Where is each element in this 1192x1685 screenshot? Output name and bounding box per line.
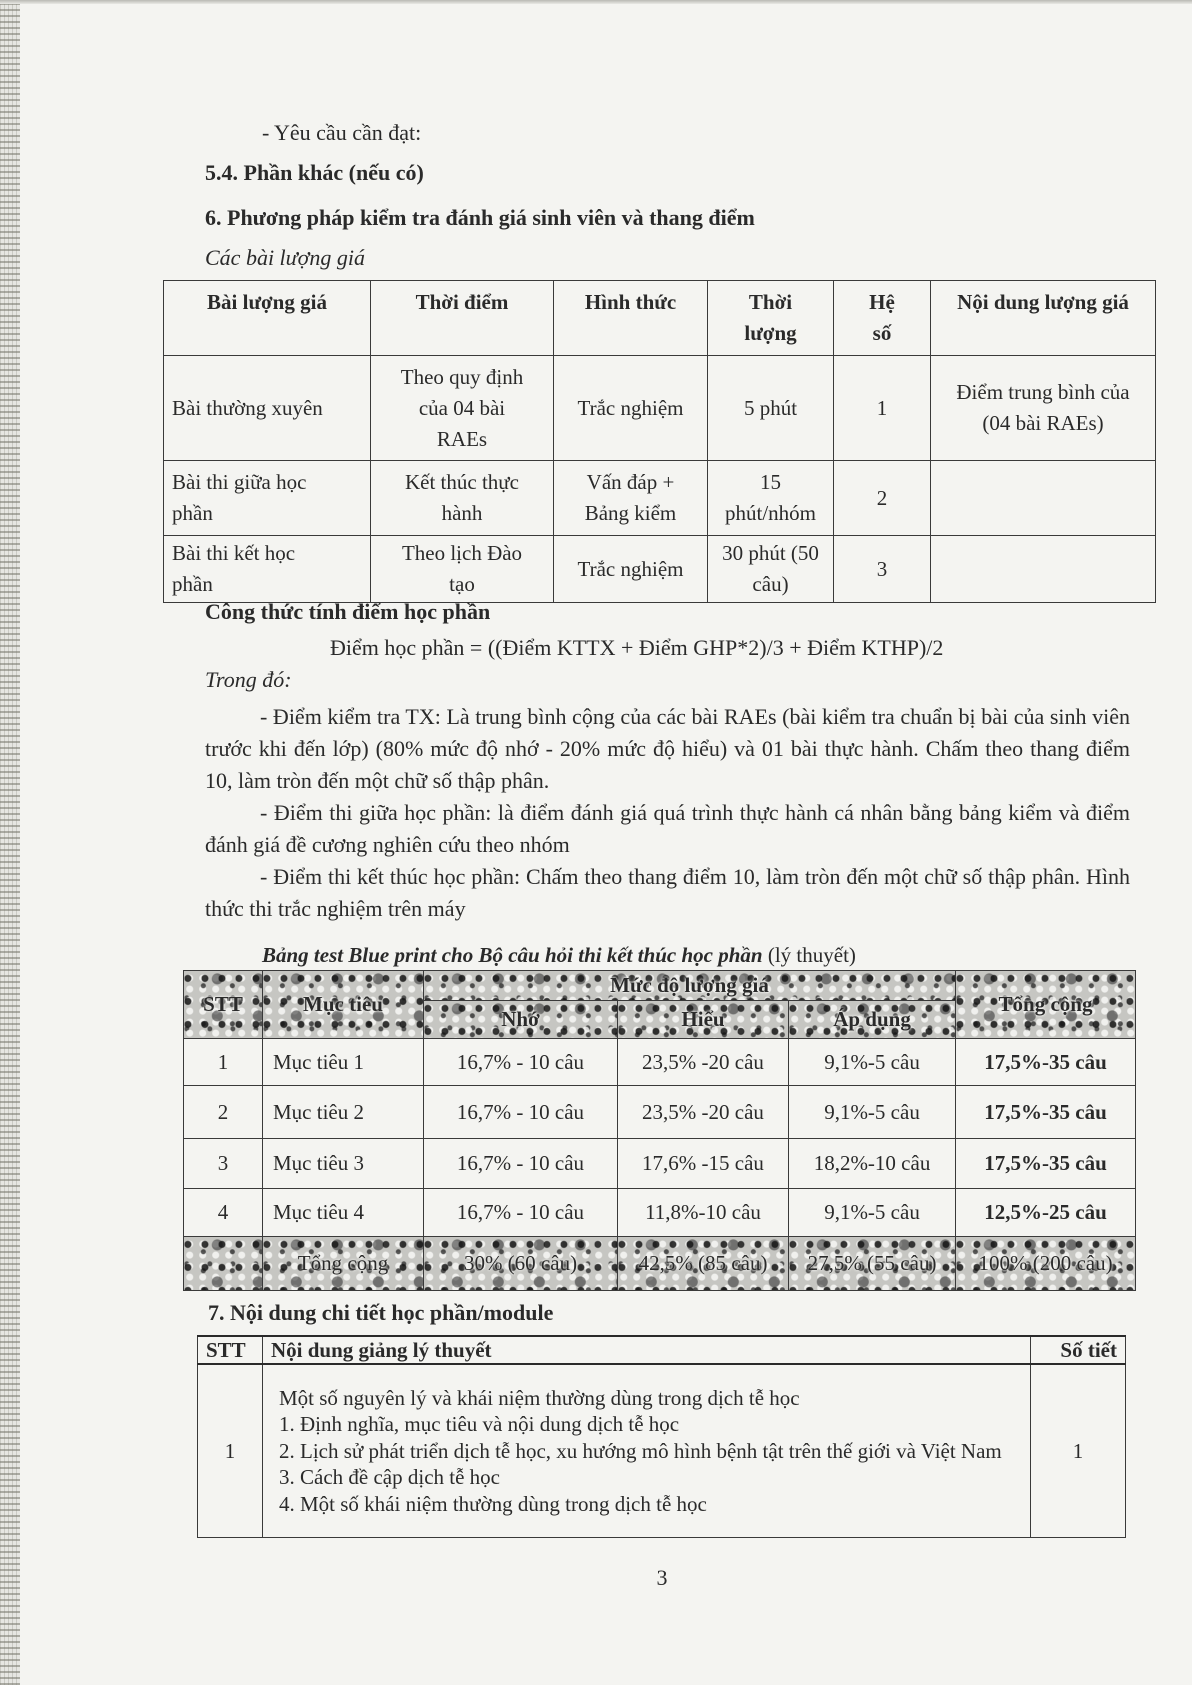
assessment-subheading: Các bài lượng giá <box>205 245 366 270</box>
assessment-timing <box>371 461 554 536</box>
table-row <box>164 536 1156 603</box>
assessment-timing-text: Theo quy định của 04 bài RAEs <box>400 364 524 451</box>
header-weight <box>834 281 931 356</box>
row-apply: 9,1%-5 câu <box>789 1039 956 1086</box>
row-total: 17,5%-35 câu <box>956 1039 1136 1086</box>
assessment-name: Bài thường xuyên <box>164 356 371 461</box>
row-apply: 18,2%-10 câu <box>789 1139 956 1189</box>
formula-notes <box>205 701 1130 925</box>
total-row-stt-empty <box>184 1237 263 1291</box>
table-row <box>198 1364 1126 1537</box>
header-apply: Áp dụng <box>789 1001 956 1039</box>
row-remember: 16,7% - 10 câu <box>424 1189 618 1237</box>
header-stt: STT <box>198 1336 263 1364</box>
row-understand: 17,6% -15 câu <box>618 1139 789 1189</box>
assessment-weight: 3 <box>834 536 931 603</box>
row-stt: 3 <box>184 1139 263 1189</box>
assessment-timing-text: Theo lịch Đào tạo <box>401 541 523 596</box>
assessment-name-text: Bài thi kết học phần <box>172 541 296 596</box>
assessment-name <box>164 461 371 536</box>
assessment-weight: 1 <box>834 356 931 461</box>
assessment-format: Trắc nghiệm <box>554 356 708 461</box>
table-row <box>184 1189 1136 1237</box>
formula-expression: Điểm học phần = ((Điểm KTTX + Điểm GHP*2)/3 + Điểm KTHP)/2 <box>330 635 944 660</box>
table-row <box>184 1039 1136 1086</box>
empty-cell <box>931 536 1156 603</box>
note-midterm: - Điểm thi giữa học phần: là điểm đánh giá quá trình thực hành cá nhân bằng bảng kiểm và điểm đánh giá đề cương nghiên cứu theo nhóm <box>205 800 1130 857</box>
assessment-duration-text: 15 phút/nhóm <box>724 470 816 525</box>
formula-where-label: Trong đó: <box>205 667 292 692</box>
scan-top-edge <box>0 0 1192 4</box>
row-stt: 1 <box>184 1039 263 1086</box>
formula-heading: Công thức tính điểm học phần <box>205 599 491 624</box>
row-understand: 11,8%-10 câu <box>618 1189 789 1237</box>
module-content-table <box>197 1335 1126 1538</box>
header-duration <box>708 281 834 356</box>
header-objective: Mục tiêu <box>263 971 424 1039</box>
header-content: Nội dung giảng lý thuyết <box>263 1336 1031 1364</box>
assessment-duration-text: 30 phút (50 câu) <box>722 541 819 596</box>
total-row-total: 100% (200 câu) <box>956 1237 1136 1291</box>
header-total: Tổng cộng <box>956 971 1136 1039</box>
blueprint-header-row <box>184 971 1136 1001</box>
blueprint-table <box>183 970 1136 1291</box>
row-understand: 23,5% -20 câu <box>618 1086 789 1139</box>
row-remember: 16,7% - 10 câu <box>424 1086 618 1139</box>
header-understand: Hiểu <box>618 1001 789 1039</box>
assessment-weight: 2 <box>834 461 931 536</box>
total-row-apply: 27,5% (55 câu) <box>789 1237 956 1291</box>
assessment-duration <box>708 536 834 603</box>
assessment-content-text: Điểm trung bình của (04 bài RAEs) <box>956 380 1130 435</box>
row-objective: Mục tiêu 2 <box>263 1086 424 1139</box>
row-objective: Mục tiêu 4 <box>263 1189 424 1237</box>
scan-binding-edge <box>0 0 20 1685</box>
header-content: Nội dung lượng giá <box>931 281 1156 356</box>
row-periods: 1 <box>1031 1364 1126 1537</box>
blueprint-caption: Bảng test Blue print cho Bộ câu hỏi thi kết thúc học phần <box>262 943 763 967</box>
row-stt: 2 <box>184 1086 263 1139</box>
assessment-name <box>164 536 371 603</box>
assessment-timing <box>371 536 554 603</box>
row-remember: 16,7% - 10 câu <box>424 1139 618 1189</box>
page-number: 3 <box>656 1565 668 1590</box>
content-title: Một số nguyên lý và khái niệm thường dùng trong dịch tễ học <box>279 1385 800 1410</box>
assessment-timing <box>371 356 554 461</box>
assessment-content <box>931 356 1156 461</box>
total-row-remember: 30% (60 câu) <box>424 1237 618 1291</box>
blueprint-caption-line <box>262 940 856 970</box>
row-apply: 9,1%-5 câu <box>789 1189 956 1237</box>
requirement-line: - Yêu cầu cần đạt: <box>262 120 422 145</box>
blueprint-total-row <box>184 1237 1136 1291</box>
header-remember: Nhớ <box>424 1001 618 1039</box>
assessment-timing-text: Kết thúc thực hành <box>404 470 519 525</box>
assessment-duration <box>708 461 834 536</box>
content-item: 1. Định nghĩa, mục tiêu và nội dung dịch tễ học <box>279 1412 680 1436</box>
section-5-4-heading: 5.4. Phần khác (nếu có) <box>205 160 424 185</box>
header-format: Hình thức <box>554 281 708 356</box>
module-header-row <box>198 1336 1126 1364</box>
row-stt: 1 <box>198 1364 263 1537</box>
assessment-duration: 5 phút <box>708 356 834 461</box>
content-item: 2. Lịch sử phát triển dịch tễ học, xu hướng mô hình bệnh tật trên thế giới và Việt Nam <box>279 1438 1002 1463</box>
row-objective: Mục tiêu 3 <box>263 1139 424 1189</box>
header-stt: STT <box>184 971 263 1039</box>
content-item: 3. Cách đề cập dịch tễ học <box>279 1465 500 1489</box>
total-row-understand: 42,5% (85 câu) <box>618 1237 789 1291</box>
row-content <box>263 1364 1031 1537</box>
row-apply: 9,1%-5 câu <box>789 1086 956 1139</box>
empty-cell <box>931 461 1156 536</box>
content-item: 4. Một số khái niệm thường dùng trong dịch tễ học <box>279 1491 707 1516</box>
assessment-table <box>163 280 1156 603</box>
header-assessment: Bài lượng giá <box>164 281 371 356</box>
table-row <box>164 461 1156 536</box>
table-row <box>184 1139 1136 1189</box>
row-total: 17,5%-35 câu <box>956 1086 1136 1139</box>
assessment-format-text: Vấn đáp + Bảng kiểm <box>584 470 677 525</box>
assessment-header-row <box>164 281 1156 356</box>
header-timing: Thời điểm <box>371 281 554 356</box>
row-total: 17,5%-35 câu <box>956 1139 1136 1189</box>
section-6-heading: 6. Phương pháp kiểm tra đánh giá sinh viên và thang điểm <box>205 205 755 230</box>
table-row <box>184 1086 1136 1139</box>
section-7-heading: 7. Nội dung chi tiết học phần/module <box>208 1300 554 1325</box>
row-objective: Mục tiêu 1 <box>263 1039 424 1086</box>
header-duration-label: Thời lượng <box>744 290 797 345</box>
assessment-format: Trắc nghiệm <box>554 536 708 603</box>
row-remember: 16,7% - 10 câu <box>424 1039 618 1086</box>
assessment-format <box>554 461 708 536</box>
assessment-name-text: Bài thi giữa học phần <box>172 470 307 525</box>
row-total: 12,5%-25 câu <box>956 1189 1136 1237</box>
total-row-label: Tổng cộng <box>263 1237 424 1291</box>
row-stt: 4 <box>184 1189 263 1237</box>
blueprint-caption-suffix: (lý thuyết) <box>767 943 856 967</box>
row-understand: 23,5% -20 câu <box>618 1039 789 1086</box>
table-row <box>164 356 1156 461</box>
note-regular-test: - Điểm kiểm tra TX: Là trung bình cộng của các bài RAEs (bài kiểm tra chuẩn bị bài của sinh viên trước khi đến lớp) (80% mức độ nhớ - 20% mức độ hiểu) và 01 bài thực hành. Chấm theo thang điểm 10, làm tròn đến một chữ số thập phân. <box>205 704 1130 793</box>
header-weight-label: Hệ số <box>869 290 895 345</box>
header-periods: Số tiết <box>1031 1336 1126 1364</box>
note-final-exam: - Điểm thi kết thúc học phần: Chấm theo thang điểm 10, làm tròn đến một chữ số thập phân. Hình thức thi trắc nghiệm trên máy <box>205 864 1130 921</box>
header-level-group: Mức độ lượng giá <box>424 971 956 1001</box>
